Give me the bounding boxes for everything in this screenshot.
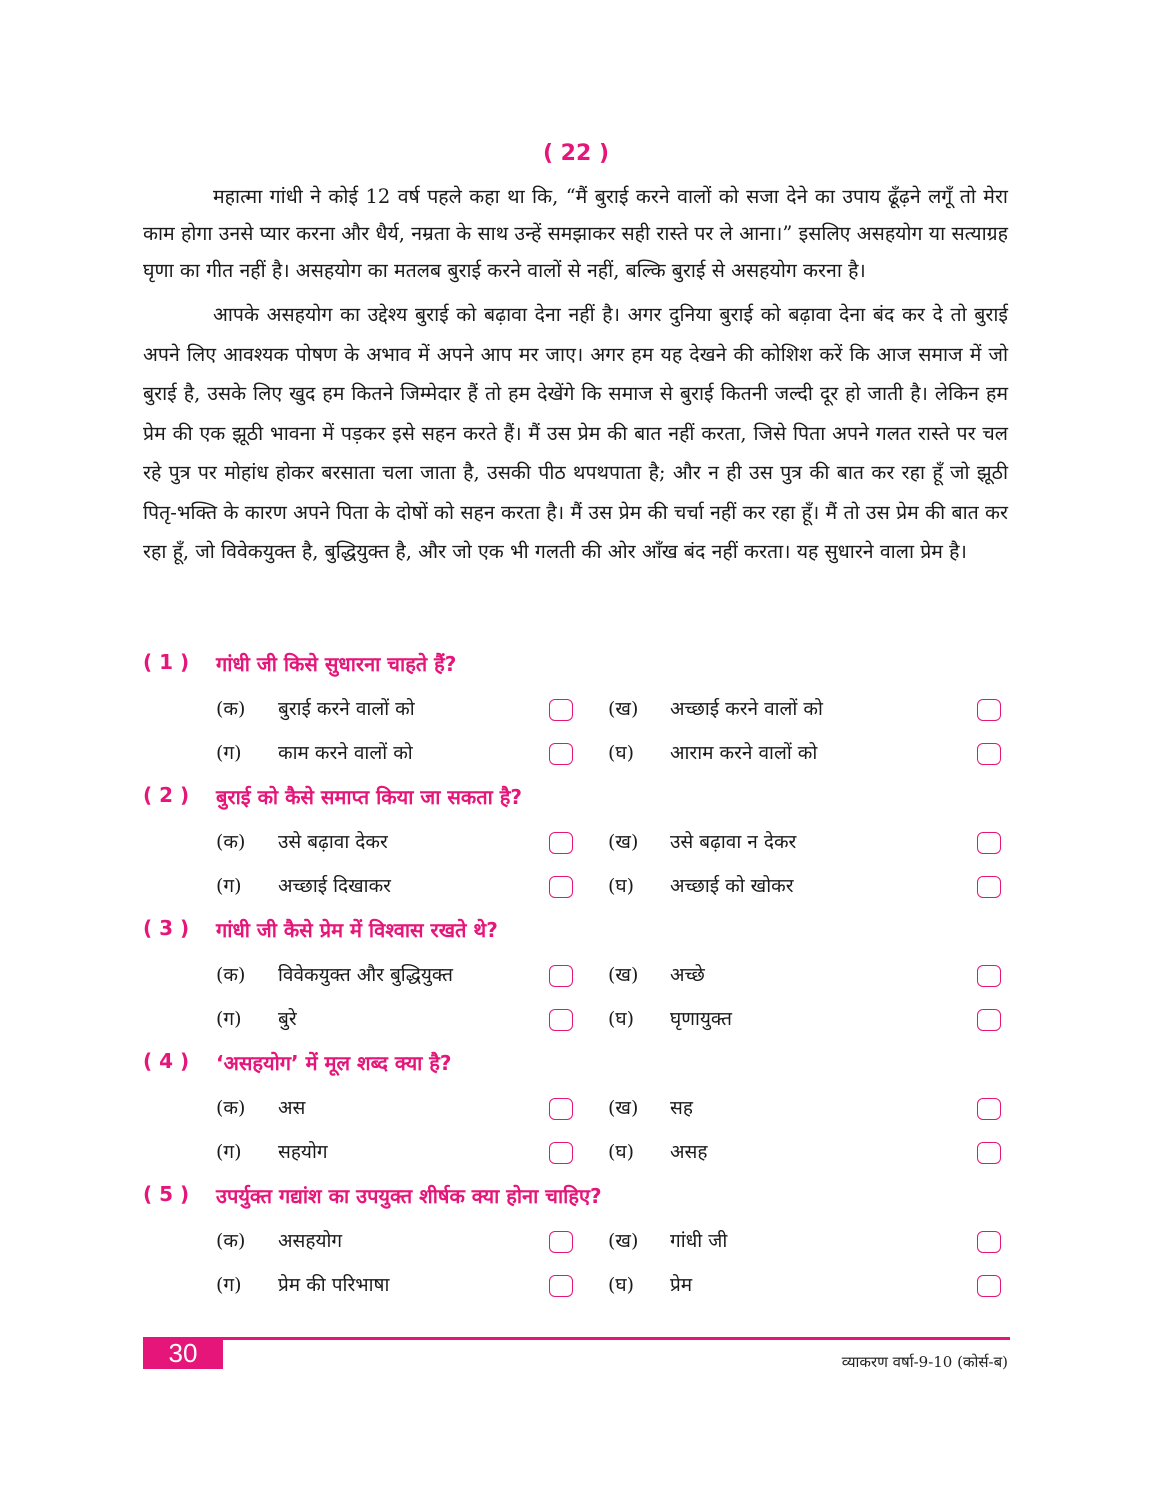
option-text: विवेकयुक्त और बुद्धियुक्त <box>278 964 453 986</box>
option-text: प्रेम की परिभाषा <box>278 1274 390 1296</box>
question-number: ( 5 ) <box>143 1182 190 1206</box>
book-title: व्याकरण वर्षा-9-10 (कोर्स-ब) <box>841 1353 1008 1371</box>
answer-checkbox[interactable] <box>549 1009 573 1031</box>
question-number: ( 4 ) <box>143 1049 190 1073</box>
option-text: बुराई करने वालों को <box>278 698 415 720</box>
option-label: (क) <box>216 698 246 720</box>
option-text: घृणायुक्त <box>670 1008 732 1030</box>
option-label: (ग) <box>216 1274 242 1296</box>
page-number: 30 <box>143 1337 223 1369</box>
answer-checkbox[interactable] <box>549 1231 573 1253</box>
option-label: (घ) <box>608 875 635 897</box>
option-label: (घ) <box>608 742 635 764</box>
option-text: अच्छाई करने वालों को <box>670 698 823 720</box>
passage-paragraph-1: महात्मा गांधी ने कोई 12 वर्ष पहले कहा था कि, “मैं बुराई करने वालों को सजा देने का उपाय ढूँढ़ने लगूँ तो मेरा काम होगा उनसे प्यार करना और धैर्य, नम्रता के साथ उन्हें समझाकर सही रास्ते पर ले आना।” इसलिए असहयोग या सत्याग्रह घृणा का गीत नहीं है। असहयोग का मतलब बुराई करने वालों से नहीं, बल्कि बुराई से असहयोग करना है। <box>143 185 1008 282</box>
option-text: बुरे <box>278 1008 297 1030</box>
option-label: (ख) <box>608 1230 639 1252</box>
option-text: असह <box>670 1141 708 1163</box>
option-label: (क) <box>216 964 246 986</box>
question-text: गांधी जी किसे सुधारना चाहते हैं? <box>216 652 457 676</box>
option-text: अस <box>278 1097 306 1119</box>
option-text: अच्छे <box>670 964 705 986</box>
option-label: (घ) <box>608 1274 635 1296</box>
option-text: सह <box>670 1097 693 1119</box>
option-text: गांधी जी <box>670 1230 728 1252</box>
answer-checkbox[interactable] <box>549 743 573 765</box>
option-label: (ग) <box>216 1008 242 1030</box>
option-text: उसे बढ़ावा देकर <box>278 831 388 853</box>
option-label: (ख) <box>608 698 639 720</box>
answer-checkbox[interactable] <box>549 876 573 898</box>
answer-checkbox[interactable] <box>977 832 1001 854</box>
option-label: (घ) <box>608 1141 635 1163</box>
question-number: ( 2 ) <box>143 783 190 807</box>
option-text: उसे बढ़ावा न देकर <box>670 831 797 853</box>
answer-checkbox[interactable] <box>977 1142 1001 1164</box>
answer-checkbox[interactable] <box>977 699 1001 721</box>
option-label: (घ) <box>608 1008 635 1030</box>
answer-checkbox[interactable] <box>977 1275 1001 1297</box>
option-text: सहयोग <box>278 1141 328 1163</box>
footer-divider <box>143 1337 1010 1340</box>
answer-checkbox[interactable] <box>549 832 573 854</box>
answer-checkbox[interactable] <box>549 1098 573 1120</box>
answer-checkbox[interactable] <box>549 965 573 987</box>
option-label: (ग) <box>216 1141 242 1163</box>
question-text: बुराई को कैसे समाप्त किया जा सकता है? <box>216 785 523 809</box>
answer-checkbox[interactable] <box>549 1142 573 1164</box>
option-text: प्रेम <box>670 1274 693 1296</box>
option-label: (ख) <box>608 964 639 986</box>
option-label: (ग) <box>216 742 242 764</box>
passage <box>143 178 1008 572</box>
option-label: (क) <box>216 1097 246 1119</box>
answer-checkbox[interactable] <box>977 1098 1001 1120</box>
question-number: ( 1 ) <box>143 650 190 674</box>
question-text: गांधी जी कैसे प्रेम में विश्वास रखते थे? <box>216 918 498 942</box>
question-text: ‘असहयोग’ में मूल शब्द क्या है? <box>216 1051 452 1075</box>
answer-checkbox[interactable] <box>977 743 1001 765</box>
option-label: (ख) <box>608 831 639 853</box>
option-text: असहयोग <box>278 1230 343 1252</box>
passage-paragraph-2: आपके असहयोग का उद्देश्य बुराई को बढ़ावा देना नहीं है। अगर दुनिया बुराई को बढ़ावा देना बंद कर दे तो बुराई अपने लिए आवश्यक पोषण के अभाव में अपने आप मर जाए। अगर हम यह देखने की कोशिश करें कि आज समाज में जो बुराई है, उसके लिए खुद हम कितने जिम्मेदार हैं तो हम देखेंगे कि समाज से बुराई कितनी जल्दी दूर हो जाती है। लेकिन हम प्रेम की एक झूठी भावना में पड़कर इसे सहन करते हैं। मैं उस प्रेम की बात नहीं करता, जिसे पिता अपने गलत रास्ते पर चल रहे पुत्र पर मोहांध होकर बरसाता चला जाता है, उसकी पीठ थपथपाता है; और न ही उस पुत्र की बात कर रहा हूँ जो झूठी पितृ-भक्ति के कारण अपने पिता के दोषों को सहन करता है। मैं उस प्रेम की चर्चा नहीं कर रहा हूँ। मैं तो उस प्रेम की बात कर रहा हूँ, जो विवेकयुक्त है, बुद्धियुक्त है, और जो एक भी गलती की ओर आँख बंद नहीं करता। यह सुधारने वाला प्रेम है। <box>143 303 1008 563</box>
option-label: (ख) <box>608 1097 639 1119</box>
answer-checkbox[interactable] <box>549 1275 573 1297</box>
answer-checkbox[interactable] <box>977 1231 1001 1253</box>
answer-checkbox[interactable] <box>977 876 1001 898</box>
answer-checkbox[interactable] <box>977 965 1001 987</box>
option-label: (ग) <box>216 875 242 897</box>
question-text: उपर्युक्त गद्यांश का उपयुक्त शीर्षक क्या होना चाहिए? <box>216 1184 602 1208</box>
section-number: ( 22 ) <box>542 141 610 166</box>
option-text: आराम करने वालों को <box>670 742 818 764</box>
question-number: ( 3 ) <box>143 916 190 940</box>
option-label: (क) <box>216 831 246 853</box>
answer-checkbox[interactable] <box>977 1009 1001 1031</box>
option-text: काम करने वालों को <box>278 742 413 764</box>
option-text: अच्छाई दिखाकर <box>278 875 391 897</box>
option-text: अच्छाई को खोकर <box>670 875 794 897</box>
option-label: (क) <box>216 1230 246 1252</box>
answer-checkbox[interactable] <box>549 699 573 721</box>
